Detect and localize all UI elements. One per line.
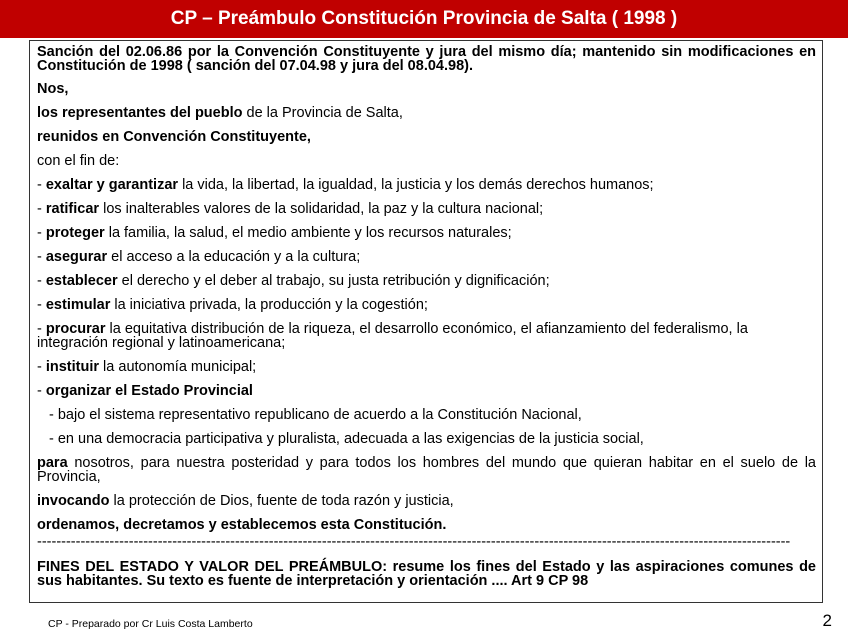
item-text: el derecho y el deber al trabajo, su justa retribución y dignificación; [117, 273, 550, 289]
nos-line: Nos, [37, 81, 69, 97]
item-text: la familia, la salud, el medio ambiente y los recursos naturales; [104, 225, 512, 241]
item-dash: - [37, 201, 46, 217]
list-item [37, 250, 816, 264]
para-paragraph [37, 456, 816, 484]
con-el-fin-line: con el fin de: [37, 153, 120, 169]
list-item [37, 274, 816, 288]
list-item [37, 322, 816, 350]
item-dash: - [37, 177, 46, 193]
item-dash: - [37, 249, 46, 265]
list-item [37, 202, 816, 216]
preamble-box [29, 40, 823, 603]
list-item [37, 298, 816, 312]
ordenamos-line: ordenamos, decretamos y establecemos esta Constitución. [37, 517, 447, 533]
item-dash: - [37, 273, 46, 289]
representantes-line [37, 106, 816, 120]
item-verb: ratificar [45, 201, 100, 217]
invocando-rest: la protección de Dios, fuente de toda razón y justicia, [109, 493, 454, 509]
item-dash: - [37, 297, 46, 313]
item-dash: - [37, 321, 46, 337]
representantes-bold: los representantes del pueblo [37, 105, 243, 121]
sanction-note: Sanción del 02.06.86 por la Convención Constituyente y jura del mismo día; mantenido sin modificaciones en Constitución de 1998 ( sanción del 07.04.98 y jura del 08.04.98). [37, 44, 816, 74]
list-item [37, 384, 816, 398]
item-text: el acceso a la educación y a la cultura; [107, 249, 361, 265]
item-text: los inalterables valores de la solidaridad, la paz y la cultura nacional; [99, 201, 544, 217]
invocando-line [37, 494, 816, 508]
sub-list-item: - en una democracia participativa y pluralista, adecuada a las exigencias de la justicia social, [49, 431, 644, 447]
item-verb: instituir [45, 359, 100, 375]
item-text: la equitativa distribución de la riqueza, el desarrollo económico, el afianzamiento del federalismo, la integración regional y latinoamericana; [37, 321, 748, 351]
item-verb: proteger [45, 225, 105, 241]
sub-list-item: - bajo el sistema representativo republicano de acuerdo a la Constitución Nacional, [49, 407, 582, 423]
item-verb: procurar [45, 321, 106, 337]
page-number: 2 [822, 611, 832, 630]
item-text: la autonomía municipal; [99, 359, 257, 375]
page-title: CP – Preámbulo Constitución Provincia de Salta ( 1998 ) [170, 8, 678, 29]
list-item [37, 226, 816, 240]
item-dash: - [37, 359, 46, 375]
para-bold: para [37, 455, 68, 471]
item-dash: - [37, 225, 46, 241]
title-bar [0, 0, 848, 38]
item-verb: asegurar [45, 249, 108, 265]
item-verb: organizar el Estado Provincial [45, 383, 253, 399]
item-dash: - [37, 383, 46, 399]
footer-credit: CP - Preparado por Cr Luis Costa Lamberto [48, 618, 253, 630]
separator-line: ------------------------------------------------------------------------------------------------------------------------------------------------------------ [37, 536, 791, 548]
item-text: la vida, la libertad, la igualdad, la justicia y los demás derechos humanos; [178, 177, 654, 193]
item-verb: estimular [45, 297, 111, 313]
para-rest: nosotros, para nuestra posteridad y para todos los hombres del mundo que quieran habitar en el suelo de la Provincia, [37, 455, 816, 485]
item-verb: establecer [45, 273, 118, 289]
item-text: la iniciativa privada, la producción y la cogestión; [110, 297, 428, 313]
item-verb: exaltar y garantizar [45, 177, 179, 193]
list-item [37, 360, 816, 374]
invocando-bold: invocando [37, 493, 110, 509]
fines-note: FINES DEL ESTADO Y VALOR DEL PREÁMBULO: resume los fines del Estado y las aspiraciones comunes de sus habitantes. Su texto es fuente de interpretación y orientación .... Art 9 CP 98 [37, 559, 816, 589]
reunidos-line: reunidos en Convención Constituyente, [37, 129, 311, 145]
representantes-rest: de la Provincia de Salta, [242, 105, 403, 121]
list-item [37, 178, 816, 192]
